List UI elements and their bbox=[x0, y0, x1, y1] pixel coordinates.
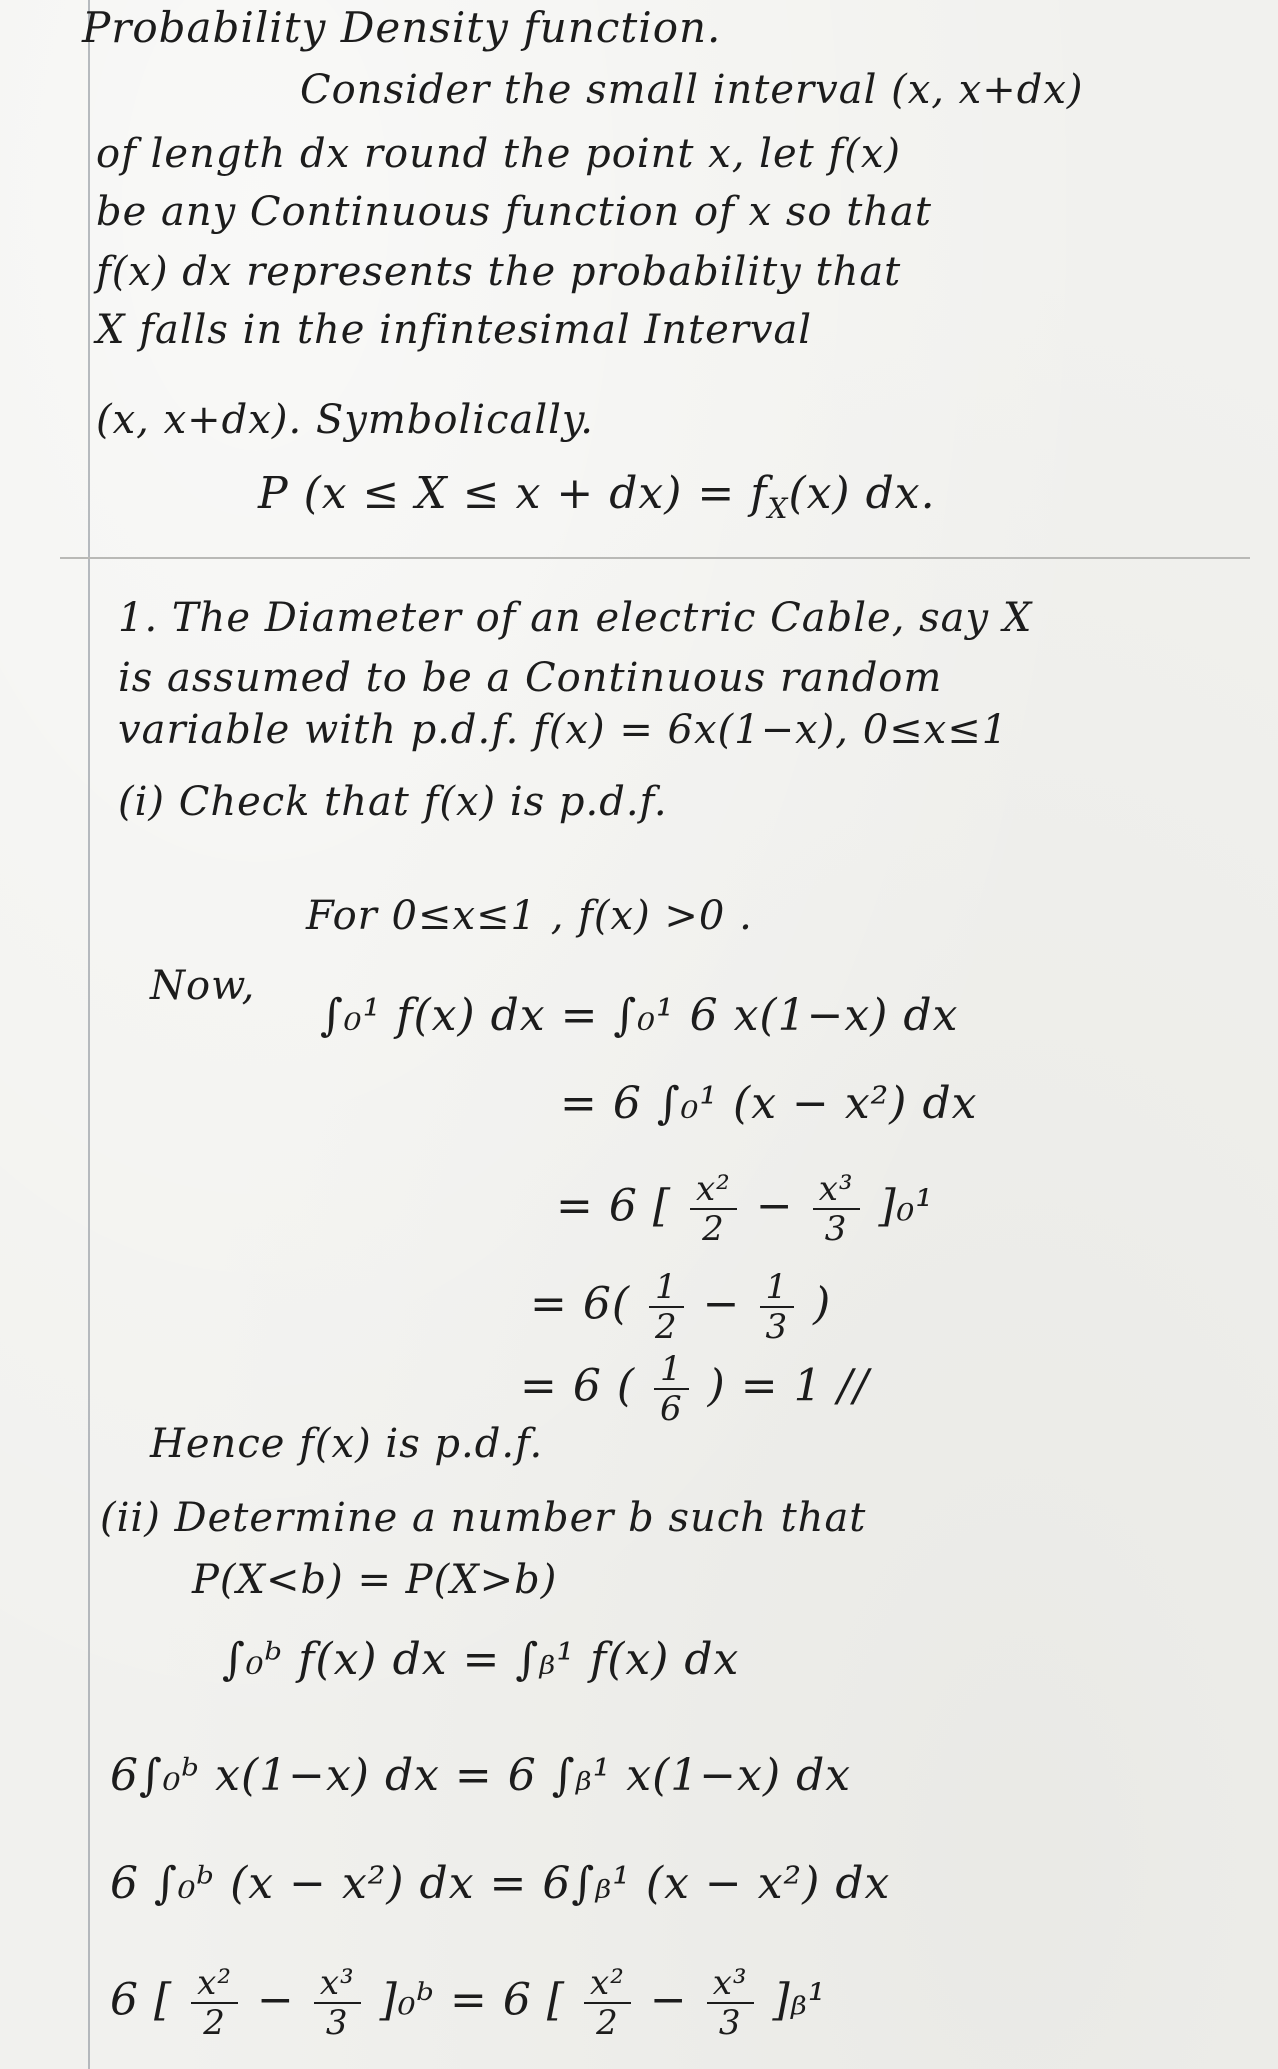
frac-denominator: 3 bbox=[824, 1209, 848, 1249]
integral-step-4 bbox=[530, 1268, 831, 1346]
frac-numerator: 1 bbox=[649, 1268, 684, 1308]
frac-numerator: x³ bbox=[707, 1964, 754, 2004]
fraction-one-third bbox=[760, 1268, 795, 1346]
fraction-x-squared-over-2 bbox=[584, 1964, 631, 2042]
definition-eq-tail: (x) dx. bbox=[788, 468, 936, 519]
step4-suffix: ) bbox=[813, 1278, 832, 1330]
fraction-x-cubed-over-3 bbox=[314, 1964, 361, 2042]
integral-step-3 bbox=[556, 1170, 934, 1248]
frac-denominator: 2 bbox=[203, 2003, 226, 2043]
last-prefix: 6 [ bbox=[110, 1974, 173, 2026]
last-middle: ]₀ᵇ = 6 [ bbox=[379, 1974, 566, 2026]
part-two-step-4 bbox=[110, 1964, 826, 2042]
problem-line-1: 1. The Diameter of an electric Cable, say X bbox=[118, 595, 1033, 641]
fraction-x-squared-over-2 bbox=[191, 1964, 238, 2042]
section-divider bbox=[60, 557, 1250, 559]
conclusion-part-one: Hence f(x) is p.d.f. bbox=[150, 1421, 544, 1467]
frac-numerator: x² bbox=[690, 1170, 737, 1210]
frac-denominator: 2 bbox=[655, 1307, 678, 1347]
definition-equation bbox=[258, 470, 936, 533]
step5-suffix: ) = 1 // bbox=[707, 1360, 870, 1412]
problem-line-3: variable with p.d.f. f(x) = 6x(1−x), 0≤x≤1 bbox=[118, 707, 1009, 753]
frac-numerator: 1 bbox=[654, 1350, 689, 1390]
fraction-one-half bbox=[649, 1268, 684, 1346]
positivity-condition: For 0≤x≤1 , f(x) >0 . bbox=[306, 893, 753, 939]
part-two-heading: (ii) Determine a number b such that bbox=[100, 1495, 867, 1541]
frac-denominator: 6 bbox=[660, 1389, 683, 1429]
intro-line-4: f(x) dx represents the probability that bbox=[96, 249, 902, 295]
step3-prefix: = 6 [ bbox=[556, 1180, 671, 1232]
problem-line-2: is assumed to be a Continuous random bbox=[118, 655, 943, 701]
frac-denominator: 3 bbox=[765, 1307, 789, 1347]
definition-eq-main: P (x ≤ X ≤ x + dx) = f bbox=[258, 468, 768, 519]
fraction-x-squared-over-2 bbox=[690, 1170, 737, 1248]
step3-suffix: ]₀¹ bbox=[878, 1180, 934, 1232]
minus-sign: − bbox=[649, 1974, 688, 2026]
now-label: Now, bbox=[150, 963, 256, 1009]
frac-denominator: 2 bbox=[596, 2003, 619, 2043]
frac-denominator: 3 bbox=[325, 2003, 349, 2043]
intro-line-2: of length dx round the point x, let f(x) bbox=[96, 131, 901, 177]
intro-line-5: X falls in the infintesimal Interval bbox=[96, 307, 813, 353]
part-two-step-2: 6∫₀ᵇ x(1−x) dx = 6 ∫ᵦ¹ x(1−x) dx bbox=[110, 1750, 852, 1801]
fraction-one-sixth bbox=[654, 1350, 689, 1428]
part-two-step-1: ∫₀ᵇ f(x) dx = ∫ᵦ¹ f(x) dx bbox=[222, 1634, 740, 1685]
minus-sign: − bbox=[702, 1278, 741, 1330]
intro-line-1: Consider the small interval (x, x+dx) bbox=[300, 67, 1084, 113]
last-suffix: ]ᵦ¹ bbox=[772, 1974, 827, 2026]
integral-step-1: ∫₀¹ f(x) dx = ∫₀¹ 6 x(1−x) dx bbox=[320, 990, 959, 1041]
fraction-x-cubed-over-3 bbox=[813, 1170, 860, 1248]
frac-numerator: 1 bbox=[760, 1268, 795, 1308]
intro-line-3: be any Continuous function of x so that bbox=[96, 189, 932, 235]
intro-line-6: (x, x+dx). Symbolically. bbox=[96, 397, 594, 443]
step4-prefix: = 6( bbox=[530, 1278, 631, 1330]
part-two-condition: P(X<b) = P(X>b) bbox=[192, 1557, 558, 1603]
part-two-step-3: 6 ∫₀ᵇ (x − x²) dx = 6∫ᵦ¹ (x − x²) dx bbox=[110, 1858, 891, 1909]
integral-step-2: = 6 ∫₀¹ (x − x²) dx bbox=[560, 1078, 978, 1129]
fraction-x-cubed-over-3 bbox=[707, 1964, 754, 2042]
frac-numerator: x² bbox=[584, 1964, 631, 2004]
frac-denominator: 2 bbox=[702, 1209, 725, 1249]
frac-numerator: x³ bbox=[813, 1170, 860, 1210]
definition-eq-subscript: X bbox=[767, 491, 789, 525]
page-title: Probability Density function. bbox=[82, 3, 722, 52]
minus-sign: − bbox=[256, 1974, 295, 2026]
frac-numerator: x² bbox=[191, 1964, 238, 2004]
margin-line bbox=[88, 0, 90, 2069]
frac-numerator: x³ bbox=[314, 1964, 361, 2004]
step5-prefix: = 6 ( bbox=[520, 1360, 635, 1412]
frac-denominator: 3 bbox=[718, 2003, 742, 2043]
part-one-heading: (i) Check that f(x) is p.d.f. bbox=[118, 779, 668, 825]
integral-step-5 bbox=[520, 1350, 869, 1428]
minus-sign: − bbox=[755, 1180, 794, 1232]
